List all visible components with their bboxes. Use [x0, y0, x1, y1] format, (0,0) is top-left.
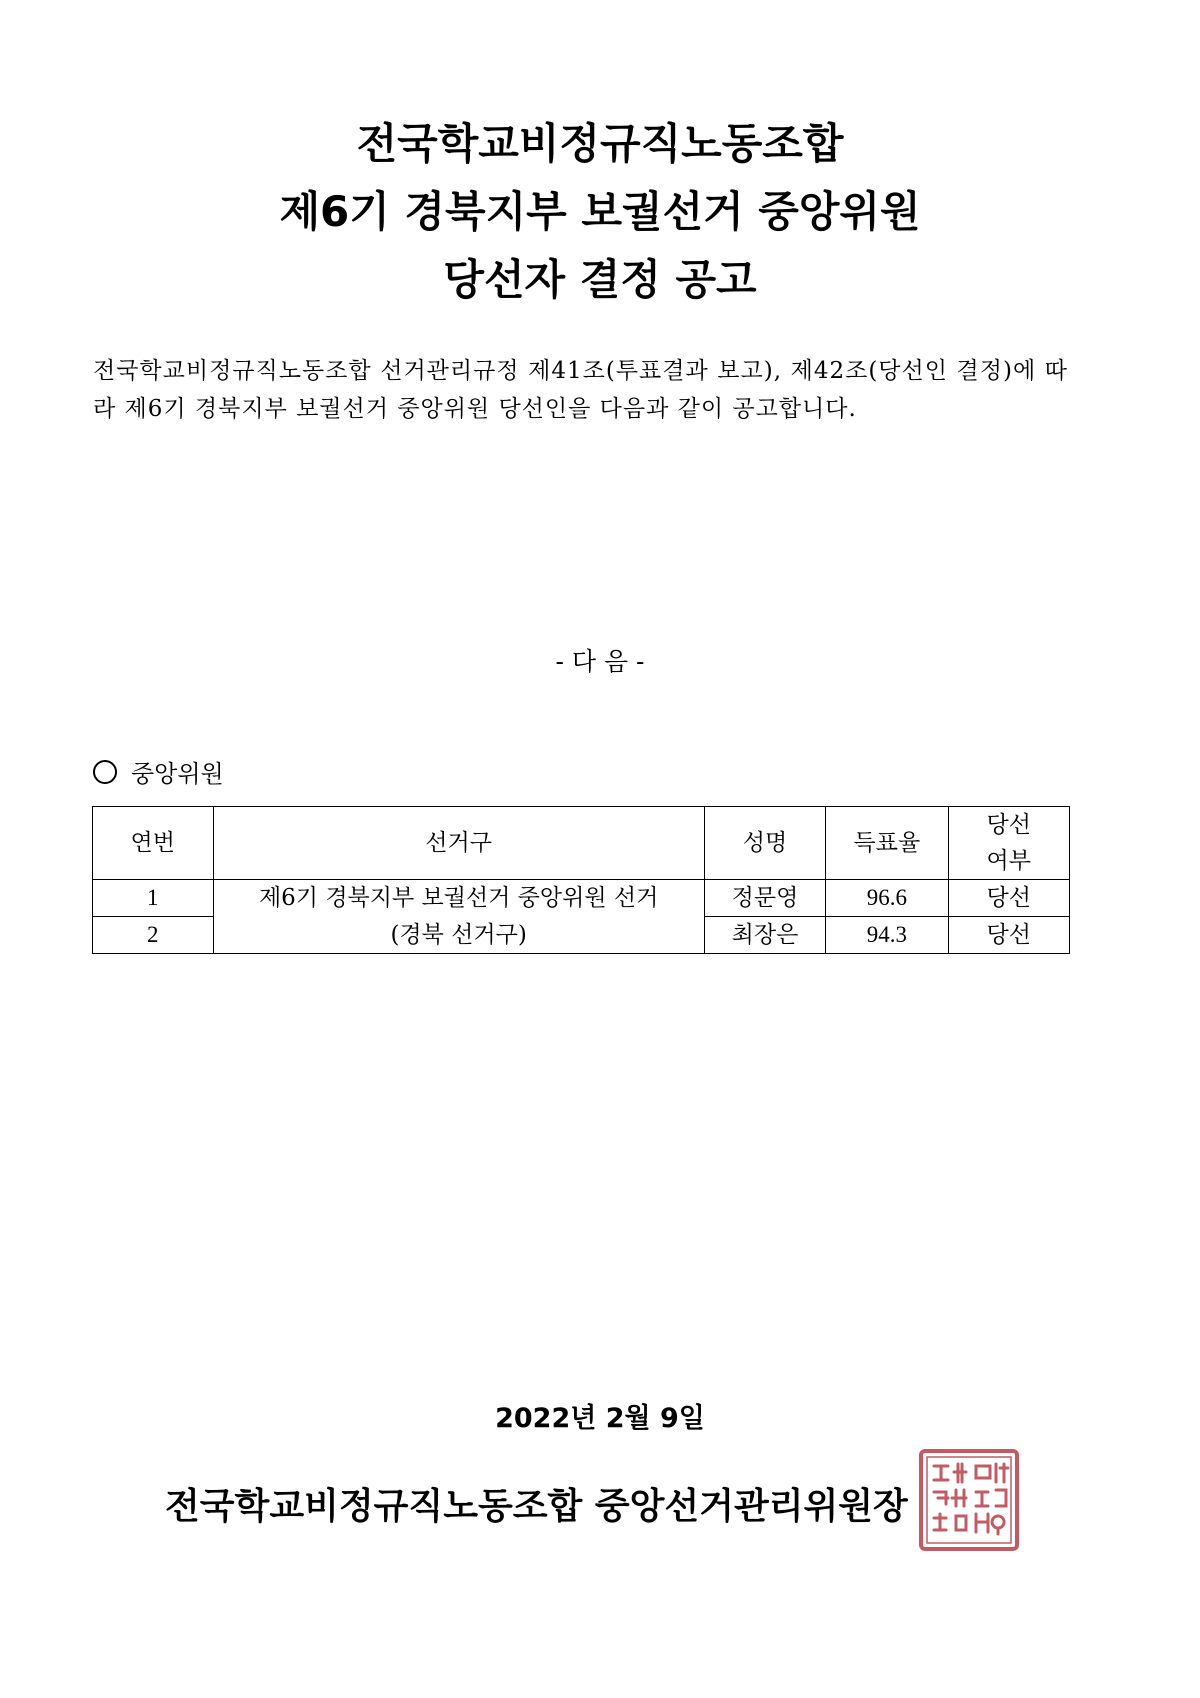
- table-row: [93, 880, 1070, 917]
- title-line-1: 전국학교비정규직노동조합: [356, 119, 844, 168]
- row-name: 정문영: [704, 880, 825, 917]
- header-rate: 득표율: [826, 807, 948, 880]
- header-no: 연번: [93, 807, 214, 880]
- document-date: 2022년 2월 9일: [495, 1403, 705, 1434]
- circle-bullet-icon: [93, 760, 117, 784]
- signature-line: 전국학교비정규직노동조합 중앙선거관리위원장: [165, 1486, 908, 1527]
- row-no: 1: [93, 880, 214, 917]
- announcement-body: 전국학교비정규직노동조합 선거관리규정 제41조(투표결과 보고), 제42조(당선인 결정)에 따라 제6기 경북지부 보궐선거 중앙위원 당선인을 다음과 같이 공고합니다.: [93, 358, 1068, 422]
- next-heading: - 다 음 -: [555, 647, 645, 676]
- row-status: 당선: [948, 880, 1069, 917]
- section-label: [93, 754, 224, 789]
- document-title: [0, 110, 1200, 314]
- district-cell: (경북 선거구): [213, 917, 704, 954]
- table-header-row: [93, 807, 1070, 880]
- table-row: [93, 917, 1070, 954]
- header-status-line-2: 여부: [986, 848, 1031, 874]
- row-rate: 96.6: [826, 880, 948, 917]
- district-cell: 제6기 경북지부 보궐선거 중앙위원 선거: [213, 880, 704, 917]
- row-rate: 94.3: [826, 917, 948, 954]
- header-status-line-1: 당선: [986, 812, 1031, 838]
- row-name: 최장은: [704, 917, 825, 954]
- section-label-text: 중앙위원: [131, 760, 224, 788]
- row-no: 2: [93, 917, 214, 954]
- results-table: [92, 806, 1070, 954]
- official-seal-icon: [918, 1448, 1020, 1552]
- header-name: 성명: [704, 807, 825, 880]
- row-status: 당선: [948, 917, 1069, 954]
- header-district: 선거구: [213, 807, 704, 880]
- title-line-3: 당선자 결정 공고: [443, 255, 757, 304]
- header-status: [948, 807, 1069, 880]
- title-line-2: 제6기 경북지부 보궐선거 중앙위원: [279, 187, 921, 236]
